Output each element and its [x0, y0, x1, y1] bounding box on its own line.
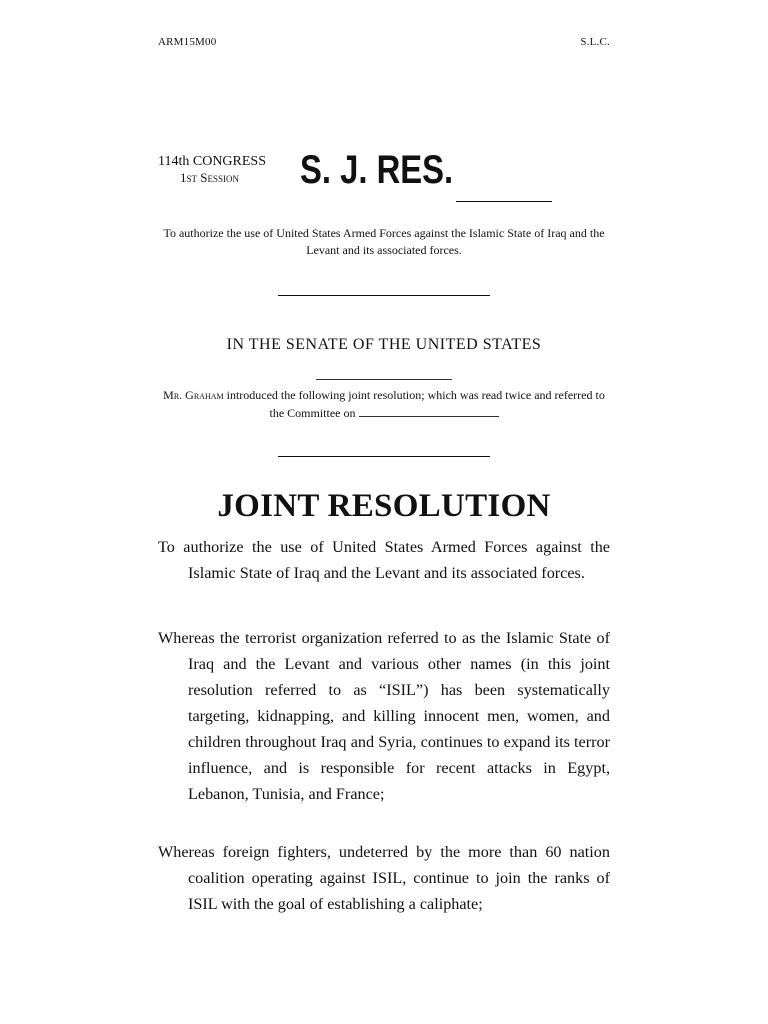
purpose-paragraph: To authorize the use of United States Armed Forces against the Islamic State of Iraq and the Levant and its associated forces. — [158, 538, 610, 582]
slc-label: S.L.C. — [580, 36, 610, 48]
introduction-statement — [158, 386, 610, 422]
divider-rule-2 — [278, 456, 490, 457]
whereas-clause: Whereas the terrorist organization referred to as the Islamic State of Iraq and the Levant and various other names (in this joint resolution referred to as “ISIL”) has been systematically targeting, kidnapping, and killing innocent men, women, and children throughout Iraq and Syria, continues to expand its terror influence, and is responsible for recent attacks in Egypt, Lebanon, Tunisia, and France; — [158, 629, 610, 803]
bill-number-blank — [456, 201, 552, 202]
whereas-clause: Whereas foreign fighters, undeterred by the more than 60 nation coalition operating against ISIL, continue to join the ranks of ISIL with the goal of establishing a caliphate; — [158, 843, 610, 913]
chamber-heading: IN THE SENATE OF THE UNITED STATES — [226, 336, 542, 353]
introduction-text: introduced the following joint resolution; which was read twice and referred to the Committee on — [223, 388, 605, 420]
committee-blank — [359, 406, 499, 417]
document-id: ARM15M00 — [158, 36, 217, 48]
bill-designation: S. J. RES. — [300, 148, 454, 192]
bill-summary: To authorize the use of United States Armed Forces against the Islamic State of Iraq and the Levant and its associated forces. — [163, 226, 605, 257]
resolution-title: JOINT RESOLUTION — [217, 488, 551, 524]
sponsor-name: Mr. Graham — [163, 388, 224, 402]
divider-thin-rule — [316, 379, 452, 380]
divider-rule — [278, 295, 490, 296]
session-label: 1st Session — [180, 170, 239, 185]
congress-label: 114th CONGRESS — [158, 154, 267, 169]
congress-session-block — [158, 154, 266, 186]
